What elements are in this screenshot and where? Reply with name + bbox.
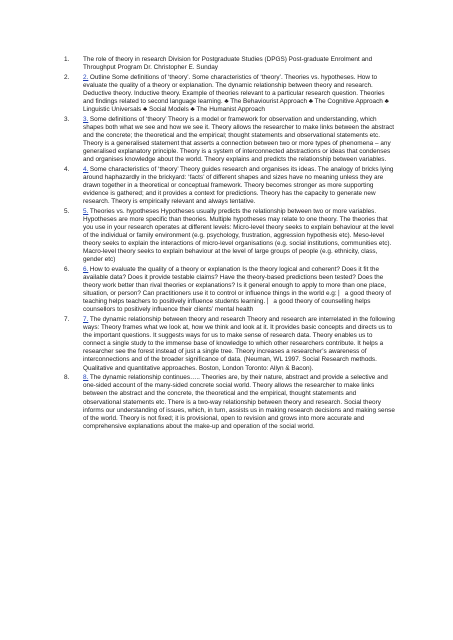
slide-outline-list: [64, 56, 395, 432]
item-body: [83, 316, 395, 372]
item-body: [83, 374, 395, 430]
item-number: 2.: [64, 73, 70, 81]
list-item: [64, 266, 395, 314]
slide-link[interactable]: 2.: [83, 73, 89, 81]
item-body: [83, 208, 395, 264]
list-item: [64, 208, 395, 264]
list-item: [64, 166, 395, 206]
item-body: [83, 266, 395, 314]
item-body: [83, 116, 395, 164]
item-text: The role of theory in research Division for Postgraduate Studies (DPGS) Post-graduate Enrolment and Throughput Program Dr. Christopher E. Sunday: [83, 56, 373, 72]
list-item: [64, 74, 395, 114]
list-item: [64, 116, 395, 164]
item-number: 3.: [64, 115, 70, 123]
item-text: The dynamic relationship between theory and research Theory and research are interrelated in the following ways: Theory frames what we look at, how we think and look at it. It provides basic concepts and directs us to the important questions. It suggests ways for us to make sense of research data. Theory enables us to connect a single study to the immense base of knowledge to which other researchers contribute. It helps a researcher see the forest instead of just a single tree. Theory increases a researcher’s awareness of interconnections and of the broader significance of data. (Neuman, WL 1997. Social Research methods. Qualitative and quantitative approaches. Boston, London Toronto: Allyn & Bacon).: [83, 316, 395, 372]
list-item: [64, 56, 395, 72]
item-text: Outline Some definitions of ‘theory’. Some characteristics of ‘theory’. Theories vs. hypotheses. How to evaluate the quality of a theory or explanation. The dynamic relationship between theory and research. Deductive theory. Inductive theory. Example of theories relevant to a particular research question. Theories and findings related to second language learning. ♣ The Behaviourist Approach ♣ The Cognitive Approach ♣ Linguistic Universals ♣ Social Models ♣ The Humanist Approach: [83, 73, 389, 114]
list-item: [64, 374, 395, 430]
item-body: [83, 166, 395, 206]
slide-link[interactable]: 6.: [83, 266, 89, 274]
slide-link[interactable]: 7.: [83, 316, 89, 324]
list-item: [64, 316, 395, 372]
item-number: 7.: [64, 316, 70, 324]
item-text: The dynamic relationship continues….. Theories are, by their nature, abstract and provide a selective and one-sided account of the many-sided concrete social world. Theory allows the researcher to make links between the abstract and the concrete, the theoretical and the empirical, thought statements and observational statements etc. There is a two-way relationship between theory and research. Social theory informs our understanding of issues, which, in turn, assists us in making research decisions and making sense of the world. Theory is not fixed; it is provisional, open to revision and grows into more accurate and comprehensive explanations about the make-up and operation of the social world.: [83, 374, 395, 430]
slide-link[interactable]: 4.: [83, 166, 89, 173]
item-text: Some definitions of ‘theory’ Theory is a model or framework for observation and understanding, which shapes both what we see and how we see it. Theory allows the researcher to make links between the abstract and the concrete; the theoretical and the empirical; thought statements and observational statements etc. Theory is a generalised statement that asserts a connection between two or more types of phenomena – any generalised explanatory principle. Theory is a system of interconnected abstractions or ideas that condenses and organises knowledge about the world. Theory explains and predicts the relationship between variables.: [83, 115, 395, 164]
slide-link[interactable]: 8.: [83, 374, 89, 382]
item-number: 6.: [64, 266, 70, 274]
item-number: 8.: [64, 374, 70, 382]
slide-link[interactable]: 3.: [83, 115, 89, 123]
item-text: Theories vs. hypotheses Hypotheses usually predicts the relationship between two or more variables. Hypotheses are more specific than theories. Multiple hypotheses may relate to one theory. The theories that you use in your research operates at different levels: Micro-level theory seeks to explain behaviour at the level of the individual or family environment (e.g. psychology, frustration, aggression hypothesis etc). Meso-level theory seeks to explain the interactions of micro-level organisations (e.g. social institutions, communities etc). Macro-level theory seeks to explain behaviour at the level of large groups of people (e.g. ethnicity, class, gender etc): [83, 208, 394, 264]
item-text: How to evaluate the quality of a theory or explanation Is the theory logical and coherent? Does it fit the available data? Does it provide testable claims? Have the theory-based predictions been tested? Does the theory work better than rival theories or explanations? Is it general enough to apply to more than one place, situation, or person? Can practitioners use it to control or influence things in the world e.g: ⎸a good theory of teaching helps teachers to positively influence students learning. ⎸a good theory of counselling helps counsellors to positively influence their clients’ mental health: [83, 266, 391, 314]
item-text: Some characteristics of ‘theory’ Theory guides research and organises its ideas. The analogy of bricks lying around haphazardly in the brickyard: ‘facts’ of different shapes and sizes have no meaning unless they are drawn together in a theoretical or conceptual framework. Theory becomes stronger as more supporting evidence is gathered; and it provides a context for predictions. Theory has the capacity to generate new research. Theory is empirically relevant and always tentative.: [83, 166, 394, 206]
item-body: [83, 74, 395, 114]
item-number: 5.: [64, 208, 70, 216]
item-number: 1.: [64, 56, 70, 63]
item-number: 4.: [64, 166, 70, 173]
slide-link[interactable]: 5.: [83, 208, 89, 216]
